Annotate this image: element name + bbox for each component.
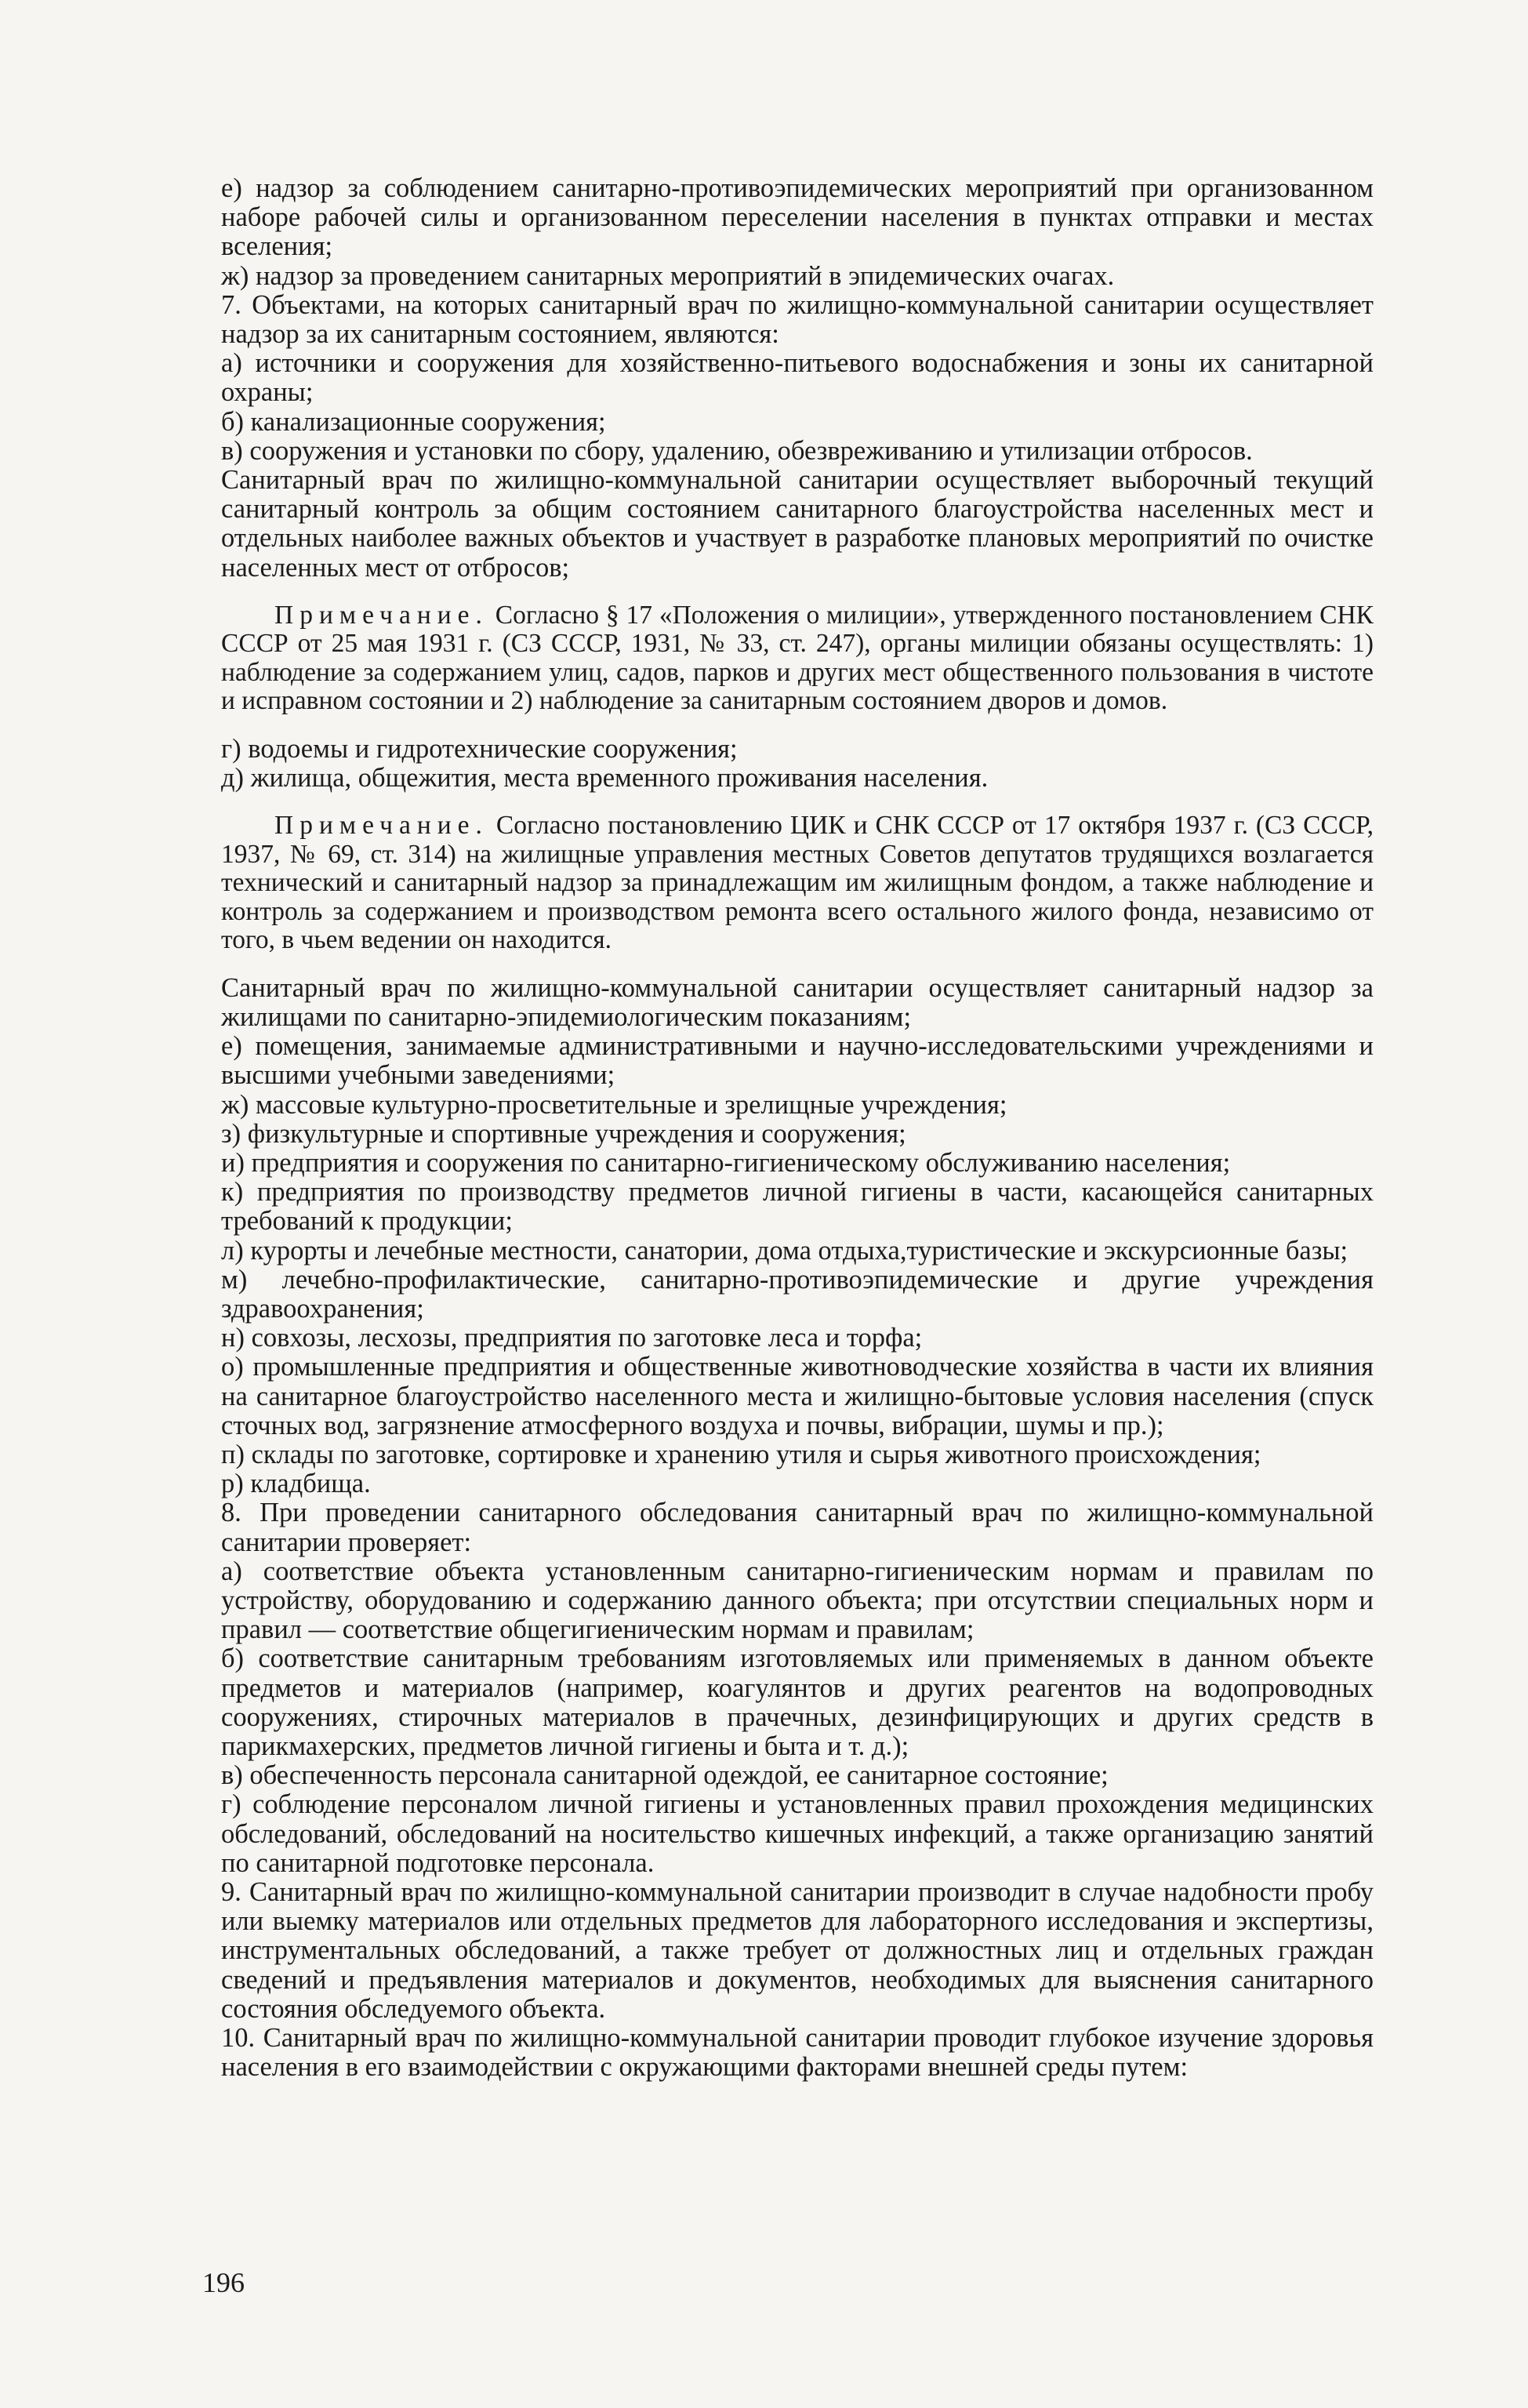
list-item: б) канализационные сооружения;: [221, 406, 606, 437]
list-item: ж) массовые культурно-просветительные и зрелищные учреждения;: [221, 1089, 1007, 1120]
note-label: Примечание.: [274, 600, 488, 630]
list-item: н) совхозы, лесхозы, предприятия по заготовке леса и торфа;: [221, 1323, 923, 1353]
paragraph: 8. При проведении санитарного обследования санитарный врач по жилищно-коммунальной санитарии проверяет:: [221, 1498, 1374, 1557]
note-paragraph: [221, 601, 1374, 716]
list-item: д) жилища, общежития, места временного проживания населения.: [221, 763, 989, 794]
list-item: г) водоемы и гидротехнические сооружения;: [221, 733, 738, 764]
document-body: [221, 174, 1374, 2082]
list-item: а) соответствие объекта установленным санитарно-гигиеническим нормам и правилам по устройству, оборудованию и содержанию данного объекта; при отсутствии специальных норм и правил — соответствие общегигиеническим нормам и правилам;: [221, 1556, 1374, 1645]
note-text: Согласно постановлению ЦИК и СНК СССР от 17 октября 1937 г. (СЗ СССР, 1937, № 69, ст. 314) на жилищные управления местных Советов депутатов трудящихся возлагается технический и санитарный надзор за принадлежащим им жилищным фондом, а также наблюдение и контроль за содержанием и производством ремонта всего остального жилого фонда, независимо от того, в чьем ведении он находится.: [221, 811, 1374, 955]
list-item: в) обеспеченность персонала санитарной одеждой, ее санитарное состояние;: [221, 1760, 1109, 1791]
paragraph: 9. Санитарный врач по жилищно-коммунальной санитарии производит в случае надобности пробу или выемку материалов или отдельных предметов для лабораторного исследования и экспертизы, инструментальных обследований, а также требует от должностных лиц и отдельных граждан сведений и предъявления материалов и документов, необходимых для выяснения санитарного состояния обследуемого объекта.: [221, 1877, 1374, 2024]
page-number: 196: [202, 2267, 245, 2298]
list-item: п) склады по заготовке, сортировке и хранению утиля и сырья животного происхождения;: [221, 1440, 1261, 1469]
paragraph: 10. Санитарный врач по жилищно-коммунальной санитарии проводит глубокое изучение здоровья населения в его взаимодействии с окружающими факторами внешней среды путем:: [221, 2023, 1374, 2083]
note-text: Согласно § 17 «Положения о милиции», утвержденного постановлением СНК СССР от 25 мая 1931 г. (СЗ СССР, 1931, № 33, ст. 247), органы милиции обязаны осуществлять: 1) наблюдение за содержанием улиц, садов, парков и других мест общественного пользования в чистоте и исправном состоянии и 2) наблюдение за санитарным состоянием дворов и домов.: [221, 600, 1374, 716]
list-item: к) предприятия по производству предметов личной гигиены в части, касающейся санитарных требований к продукции;: [221, 1177, 1374, 1237]
list-item: м) лечебно-профилактические, санитарно-противоэпидемические и другие учреждения здравоохранения;: [221, 1264, 1374, 1324]
list-item: е) надзор за соблюдением санитарно-противоэпидемических мероприятий при организованном наборе рабочей силы и организованном переселении населения в пунктах отправки и местах вселения;: [221, 173, 1374, 262]
list-item: и) предприятия и сооружения по санитарно-гигиеническому обслуживанию населения;: [221, 1147, 1231, 1178]
paragraph: Санитарный врач по жилищно-коммунальной санитарии осуществляет выборочный текущий санитарный контроль за общим состоянием санитарного благоустройства населенных мест и отдельных наиболее важных объектов и участвует в разработке плановых мероприятий по очистке населенных мест от отбросов;: [221, 465, 1374, 583]
list-item: в) сооружения и установки по сбору, удалению, обезвреживанию и утилизации отбросов.: [221, 435, 1253, 466]
note-paragraph: [221, 812, 1374, 955]
list-item: о) промышленные предприятия и общественные животноводческие хозяйства в части их влияния на санитарное благоустройство населенного места и жилищно-бытовые условия населения (спуск сточных вод, загрязнение атмосферного воздуха и почвы, вибрации, шумы и пр.);: [221, 1352, 1374, 1440]
list-item: г) соблюдение персоналом личной гигиены и установленных правил прохождения медицинских обследований, обследований на носительство кишечных инфекций, а также организацию занятий по санитарной подготовке персонала.: [221, 1789, 1374, 1878]
list-item: а) источники и сооружения для хозяйственно-питьевого водоснабжения и зоны их санитарной охраны;: [221, 348, 1374, 408]
note-label: Примечание.: [274, 811, 488, 841]
list-item: б) соответствие санитарным требованиям изготовляемых или применяемых в данном объекте предметов и материалов (например, коагулянтов и других реагентов на водопроводных сооружениях, стирочных материалов в прачечных, дезинфицирующих и других средств в парикмахерских, предметов личной гигиены и быта и т. д.);: [221, 1643, 1374, 1762]
list-item: л) курорты и лечебные местности, санатории, дома отдыха,туристические и экскурсионные базы;: [221, 1235, 1348, 1266]
list-item: ж) надзор за проведением санитарных мероприятий в эпидемических очагах.: [221, 260, 1115, 291]
list-item: р) кладбища.: [221, 1469, 371, 1499]
list-item: е) помещения, занимаемые административными и научно-исследовательскими учреждениями и высшими учебными заведениями;: [221, 1031, 1374, 1091]
paragraph: Санитарный врач по жилищно-коммунальной санитарии осуществляет санитарный надзор за жилищами по санитарно-эпидемиологическим показаниям;: [221, 972, 1374, 1032]
list-item: з) физкультурные и спортивные учреждения и сооружения;: [221, 1118, 906, 1149]
paragraph: 7. Объектами, на которых санитарный врач по жилищно-коммунальной санитарии осуществляет надзор за их санитарным состоянием, являются:: [221, 289, 1374, 350]
